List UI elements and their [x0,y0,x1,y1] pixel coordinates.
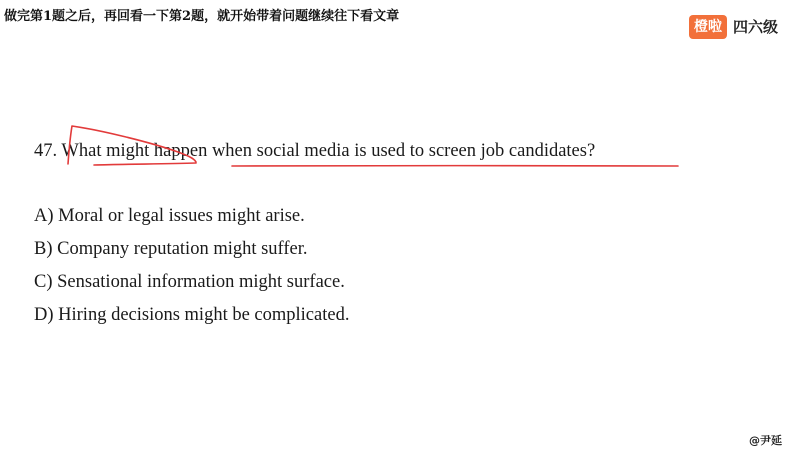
answer-options [34,205,349,337]
option-c: C) Sensational information might surface. [34,272,345,292]
option-a: A) Moral or legal issues might arise. [34,206,305,226]
option-b: B) Company reputation might suffer. [34,239,308,259]
instruction-text: 做完第1题之后，再回看一下第2题，就开始带着问题继续往下看文章 [4,9,400,24]
brand-logo [689,15,778,39]
annotation-underline-short [94,163,196,165]
author-watermark: @尹延 [749,434,782,447]
logo-level-text: 四六级 [733,18,779,36]
option-d: D) Hiring decisions might be complicated. [34,305,350,325]
logo-brand-badge: 橙啦 [689,15,727,39]
question-text: 47. What might happen when social media is used to screen job candidates? [34,141,596,161]
